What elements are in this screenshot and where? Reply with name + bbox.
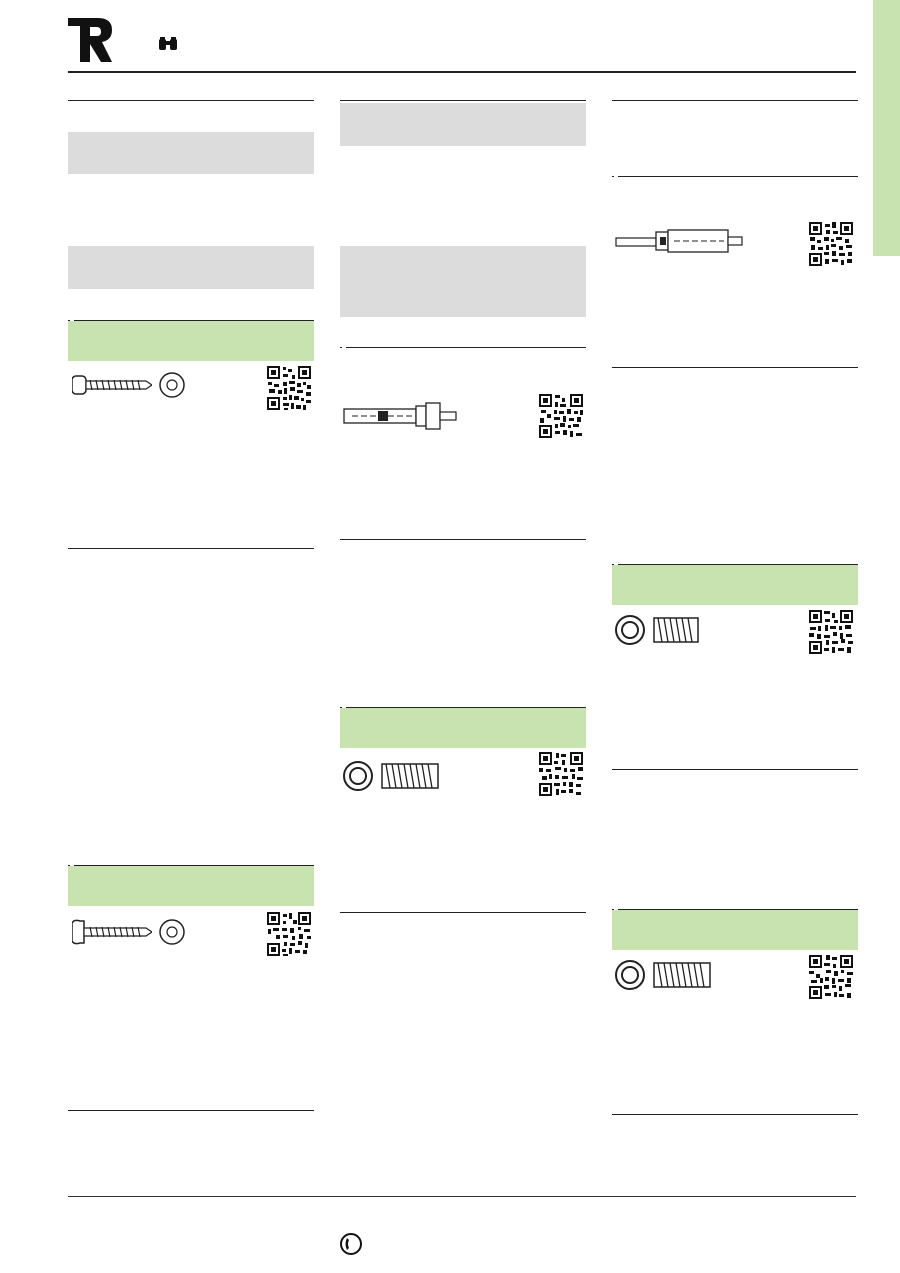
article-header (68, 851, 314, 866)
table-row (68, 103, 314, 117)
table-row (68, 260, 314, 274)
sub-heading (612, 365, 858, 368)
collar-screw-image (72, 919, 152, 945)
article-label (342, 333, 346, 348)
table-row (340, 289, 586, 303)
article-label (70, 851, 74, 866)
table-row (68, 174, 314, 188)
article-label (70, 306, 74, 321)
table-row (340, 217, 586, 231)
price-table-2 (340, 103, 586, 317)
column-3 (612, 87, 858, 103)
service-phone[interactable] (340, 1233, 368, 1255)
article-header (612, 895, 858, 910)
reference-links (70, 1072, 105, 1082)
sub-heading (612, 1112, 858, 1115)
article-88302 (340, 693, 586, 748)
column-1 (68, 87, 314, 289)
qr-code[interactable] (266, 911, 312, 957)
qr-code[interactable] (808, 954, 854, 1000)
article-label (342, 693, 346, 708)
hexalobular-head-image (158, 918, 186, 946)
side-tab (873, 0, 900, 256)
table-row (340, 303, 586, 317)
sub-heading (340, 537, 586, 540)
table-row (340, 160, 586, 174)
article-header (612, 162, 858, 177)
table-row (68, 160, 314, 174)
qr-code[interactable] (538, 393, 584, 439)
qr-code[interactable] (808, 221, 854, 267)
article-88305 (612, 162, 858, 217)
article-banner (68, 866, 314, 906)
reference-links (614, 1086, 637, 1096)
table-row (340, 189, 586, 203)
table-row (340, 246, 586, 260)
article-header (68, 306, 314, 321)
driving-tool-image (342, 401, 460, 431)
article-banner (612, 910, 858, 950)
divider (68, 1110, 314, 1111)
binoculars-icon (158, 37, 178, 51)
footer-divider (68, 1196, 856, 1197)
article-88203 (68, 306, 314, 361)
table-row (68, 117, 314, 131)
qr-code[interactable] (538, 751, 584, 797)
article-header (340, 693, 586, 708)
divider (68, 548, 314, 549)
column-2 (340, 87, 586, 317)
table-row (340, 275, 586, 289)
article-banner (612, 177, 858, 217)
article-label (614, 162, 618, 177)
table-header (340, 87, 586, 101)
table-row (340, 203, 586, 217)
header-divider (68, 71, 856, 73)
article-label (614, 895, 618, 910)
phone-icon (340, 1233, 362, 1255)
article-88307 (612, 550, 858, 605)
article-banner (340, 708, 586, 748)
table-row (340, 260, 586, 274)
article-banner (612, 565, 858, 605)
table-row (68, 275, 314, 289)
article-88301 (340, 333, 586, 388)
sub-heading (340, 910, 586, 913)
reference-links (342, 884, 365, 894)
qr-code[interactable] (808, 609, 854, 655)
article-header (340, 333, 586, 348)
article-banner (68, 321, 314, 361)
table-row (68, 232, 314, 246)
table-row (340, 174, 586, 188)
article-header (612, 550, 858, 565)
table-header (612, 87, 858, 101)
threaded-insert-image (614, 959, 714, 991)
pan-head-screw-image (72, 372, 152, 398)
table-row (68, 217, 314, 231)
table-header (68, 87, 314, 101)
overview-link[interactable] (158, 37, 182, 51)
table-row (340, 146, 586, 160)
table-row (68, 132, 314, 146)
table-row (68, 246, 314, 260)
hexalobular-head-image (158, 371, 186, 399)
brand-logo (68, 18, 112, 62)
article-88308 (612, 895, 858, 950)
table-row (68, 146, 314, 160)
reference-links (70, 512, 105, 522)
reference-links (614, 741, 637, 751)
table-row (340, 132, 586, 146)
article-banner (340, 348, 586, 388)
table-row (340, 232, 586, 246)
driving-tool-image (614, 228, 746, 254)
sub-heading (612, 767, 858, 770)
article-label (614, 550, 618, 565)
qr-code[interactable] (266, 365, 312, 411)
table-row (340, 103, 586, 117)
price-table-1 (68, 103, 314, 289)
table-row (68, 189, 314, 203)
threaded-insert-image (614, 614, 704, 646)
table-row (68, 203, 314, 217)
threaded-insert-image (342, 760, 442, 792)
table-row (340, 117, 586, 131)
article-88204 (68, 851, 314, 906)
